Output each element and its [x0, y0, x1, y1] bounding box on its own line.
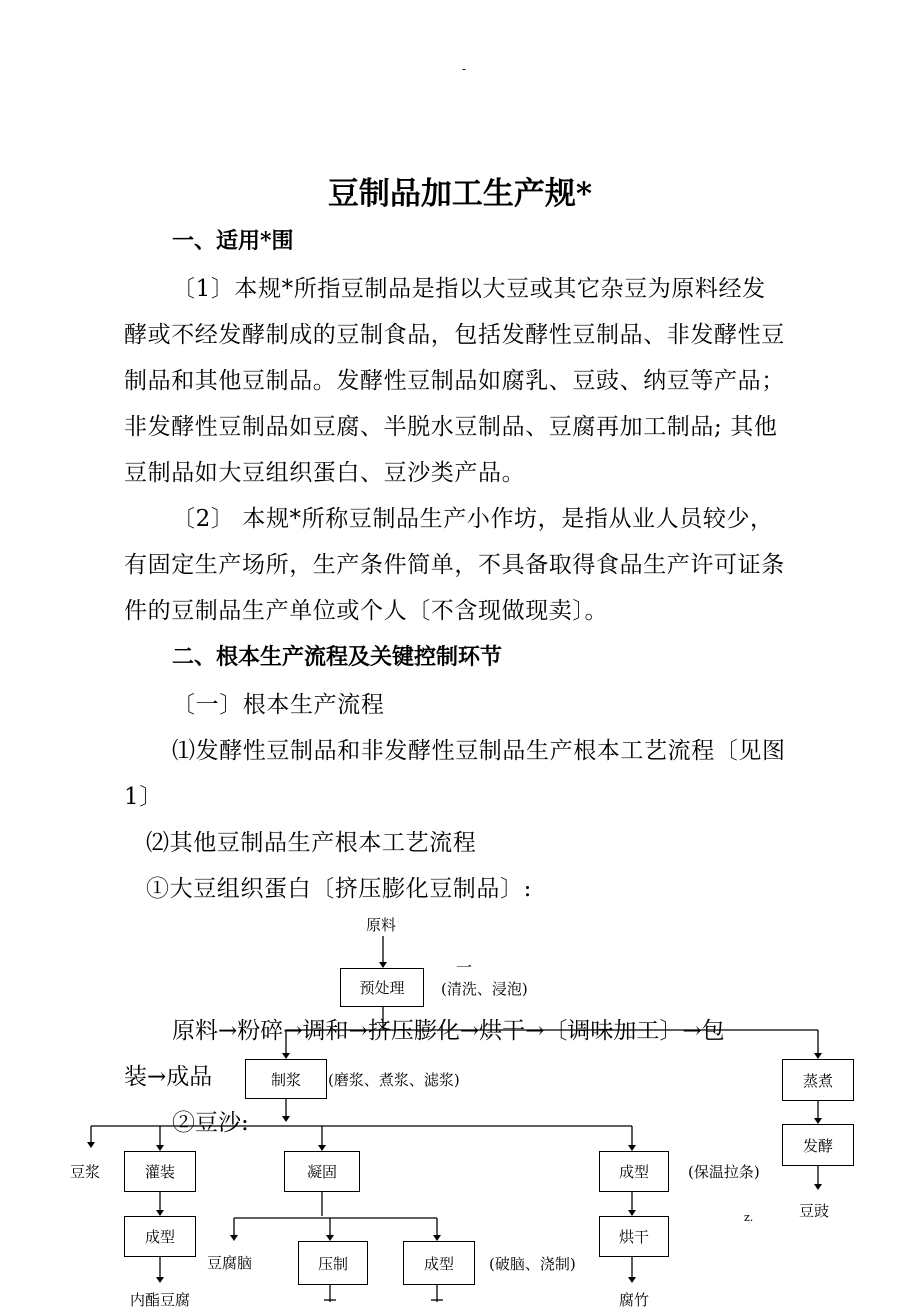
section1-heading: 一、适用*围	[172, 228, 294, 254]
z-mark: z.	[744, 1211, 754, 1224]
steam-box: 蒸煮	[782, 1059, 854, 1101]
pulping-box: 制浆	[245, 1059, 327, 1099]
item2b-line: ②豆沙:	[172, 1110, 249, 1136]
drying-box: 烘干	[599, 1216, 669, 1257]
para1-line: 豆制品如大豆组织蛋白、豆沙类产品。	[124, 460, 526, 486]
filling-box: 灌装	[124, 1151, 196, 1192]
douchi-label: 豆豉	[799, 1202, 830, 1220]
forming-mid-box: 成型	[403, 1241, 475, 1285]
dash-mark: 一	[456, 958, 473, 977]
tofu-brain-label: 豆腐脑	[207, 1254, 253, 1272]
yuba-label: 腐竹	[619, 1291, 650, 1309]
item1-line: 1〕	[124, 784, 163, 810]
page-title: 豆制品加工生产规*	[327, 176, 593, 212]
forming-mid-note: (破脑、浇制)	[489, 1255, 576, 1273]
para1-line: 制品和其他豆制品。发酵性豆制品如腐乳、豆豉、纳豆等产品；	[124, 368, 785, 394]
item2a-flow-line2: 装→成品	[124, 1064, 213, 1090]
header-mark: -	[462, 62, 467, 76]
para2-line: 件的豆制品生产单位或个人〔不含现做现卖〕。	[124, 598, 609, 624]
section2-heading: 二、根本生产流程及关键控制环节	[172, 644, 503, 670]
pretreat-box: 预处理	[340, 968, 424, 1007]
press-box: 压制	[298, 1241, 368, 1285]
para2-line: 〔2〕 本规*所称豆制品生产小作坊，是指从业人员较少，	[172, 506, 774, 532]
item1-line: ⑴发酵性豆制品和非发酵性豆制品生产根本工艺流程〔见图	[172, 738, 786, 764]
soymilk-label: 豆浆	[70, 1163, 101, 1181]
coagulate-box: 凝固	[284, 1151, 360, 1192]
forming-right-box: 成型	[599, 1151, 669, 1192]
raw-material-label: 原料	[366, 916, 397, 934]
item2-line: ⑵其他豆制品生产根本工艺流程	[146, 830, 477, 856]
forming-left-box: 成型	[124, 1216, 196, 1257]
pulping-note: (磨浆、煮浆、滤浆)	[328, 1071, 460, 1089]
item2a-flow-line: 原料→粉碎→调和→挤压膨化→烘干→〔调味加工〕→包	[172, 1018, 725, 1044]
forming-right-note: (保温拉条)	[688, 1163, 760, 1181]
pretreat-note: (清洗、浸泡)	[441, 980, 528, 998]
para1-line: 酵或不经发酵制成的豆制食品，包括发酵性豆制品、非发酵性豆	[124, 322, 785, 348]
para2-line: 有固定生产场所，生产条件简单，不具备取得食品生产许可证条	[124, 552, 785, 578]
ferment-box: 发酵	[782, 1124, 854, 1166]
para1-line: 〔1〕本规*所指豆制品是指以大豆或其它杂豆为原料经发	[172, 276, 766, 302]
subsection-heading: 〔一〕根本生产流程	[172, 692, 385, 718]
item2a-line: ①大豆组织蛋白〔挤压膨化豆制品〕:	[146, 876, 532, 902]
lactone-tofu-label: 内酯豆腐	[130, 1291, 191, 1309]
para1-line: 非发酵性豆制品如豆腐、半脱水豆制品、豆腐再加工制品; 其他	[124, 414, 778, 440]
